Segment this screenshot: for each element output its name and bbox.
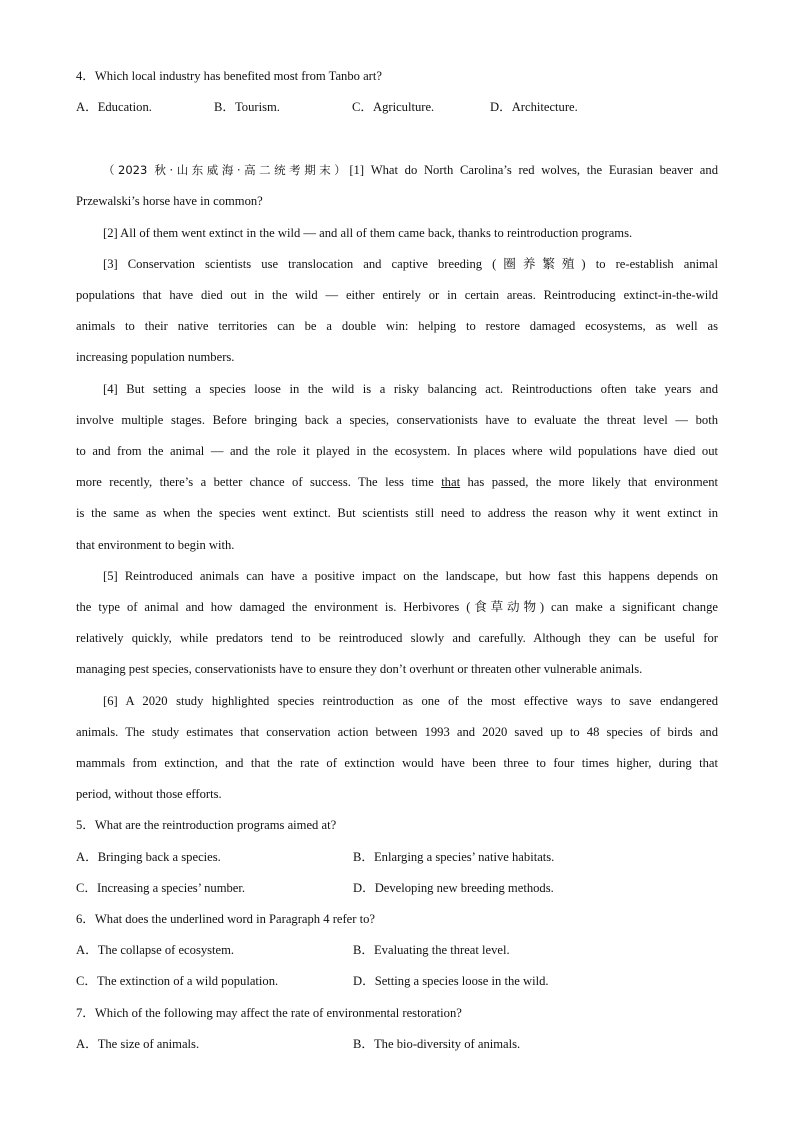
paragraph-3-line-2: populations that have died out in the wild — either entirely or in certain areas. Reintroducing extinct-in-the-wild — [76, 288, 718, 302]
q5-option-d: D．Developing new breeding methods. — [353, 881, 554, 895]
paragraph-3-line-4: increasing population numbers. — [76, 350, 235, 364]
passage-line-2: Przewalski’s horse have in common? — [76, 194, 263, 208]
q7-option-a: A．The size of animals. — [76, 1037, 200, 1051]
paragraph-6-line-4: period, without those efforts. — [76, 787, 222, 801]
paragraph-4-line-1: [4] But setting a species loose in the wild is a risky balancing act. Reintroductions often take years and — [103, 382, 718, 396]
underlined-word: that — [441, 475, 461, 489]
paragraph-5-line-1: [5] Reintroduced animals can have a positive impact on the landscape, but how fast this happens depends on — [103, 569, 718, 583]
q5-option-a: A．Bringing back a species. — [76, 850, 221, 864]
paragraph-6-line-3: mammals from extinction, and that the rate of extinction would have been three to four times higher, during that — [76, 756, 718, 770]
paragraph-5-line-2: the type of animal and how damaged the environment is. Herbivores (食草动物) can make a significant change — [76, 600, 718, 614]
passage-line-1: （2023 秋·山东威海·高二统考期末）[1] What do North Carolina’s red wolves, the Eurasian beaver and — [103, 163, 718, 177]
paragraph-3-line-1: [3] Conservation scientists use translocation and captive breeding (圈养繁殖) to re-establish animal — [103, 257, 718, 271]
paragraph-4-line-5: is the same as when the species went extinct. But scientists still need to address the reason why it went extinct in — [76, 506, 718, 520]
question-4: 4．Which local industry has benefited most from Tanbo art? — [76, 69, 382, 83]
paragraph-5-line-3: relatively quickly, while predators tend to be reintroduced slowly and carefully. Although they can be useful for — [76, 631, 718, 645]
paragraph-5-line-4: managing pest species, conservationists have to ensure they don’t overhunt or threaten other vulnerable animals. — [76, 662, 643, 676]
q4-option-c: C．Agriculture. — [352, 100, 435, 114]
q4-option-d: D．Architecture. — [490, 100, 578, 114]
question-7: 7．Which of the following may affect the rate of environmental restoration? — [76, 1006, 462, 1020]
q7-option-b: B．The bio-diversity of animals. — [353, 1037, 521, 1051]
q4-option-a: A．Education. — [76, 100, 152, 114]
q4-option-b: B．Tourism. — [214, 100, 280, 114]
paragraph-4-line-3: to and from the animal — and the role it played in the ecosystem. In places where wild populations have died out — [76, 444, 718, 458]
paragraph-2: [2] All of them went extinct in the wild — and all of them came back, thanks to reintroduction programs. — [103, 226, 633, 240]
passage-source: （2023 秋·山东威海·高二统考期末） — [103, 163, 350, 177]
paragraph-6-line-2: animals. The study estimates that conservation action between 1993 and 2020 saved up to 48 species of birds and — [76, 725, 718, 739]
question-6: 6．What does the underlined word in Paragraph 4 refer to? — [76, 912, 375, 926]
q6-option-a: A．The collapse of ecosystem. — [76, 943, 235, 957]
paragraph-4-line-2: involve multiple stages. Before bringing back a species, conservationists have to evaluate the threat level — both — [76, 413, 718, 427]
q6-option-c: C．The extinction of a wild population. — [76, 974, 279, 988]
question-5: 5．What are the reintroduction programs aimed at? — [76, 818, 337, 832]
paragraph-6-line-1: [6] A 2020 study highlighted species reintroduction as one of the most effective ways to save endangered — [103, 694, 718, 708]
q6-option-d: D．Setting a species loose in the wild. — [353, 974, 549, 988]
q5-option-b: B．Enlarging a species’ native habitats. — [353, 850, 555, 864]
q5-option-c: C．Increasing a species’ number. — [76, 881, 246, 895]
paragraph-4-line-6: that environment to begin with. — [76, 538, 235, 552]
q6-option-b: B．Evaluating the threat level. — [353, 943, 510, 957]
paragraph-4-line-4: more recently, there’s a better chance of success. The less time that has passed, the more likely that environment — [76, 475, 718, 489]
paragraph-3-line-3: animals to their native territories can be a double win: helping to restore damaged ecosystems, as well as — [76, 319, 718, 333]
